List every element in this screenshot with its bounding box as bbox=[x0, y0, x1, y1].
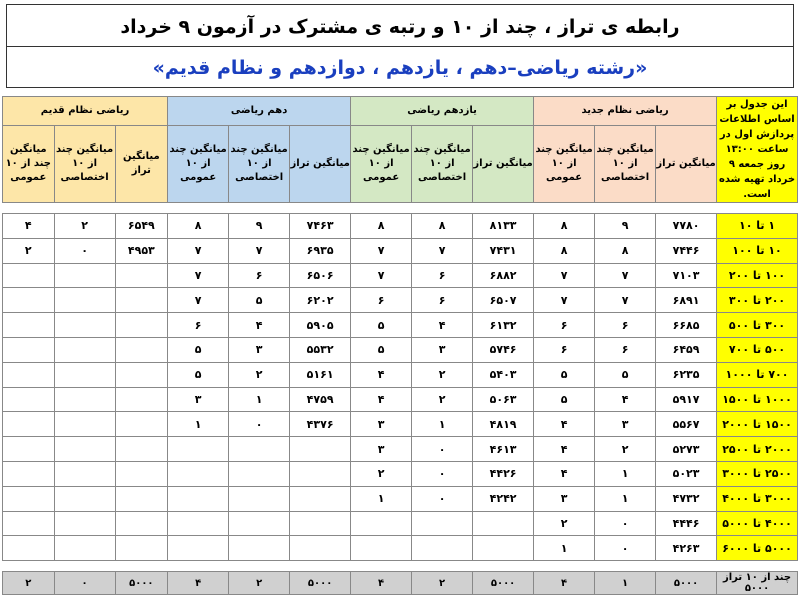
value-cell: ۷ bbox=[168, 238, 229, 263]
value-cell bbox=[290, 486, 351, 511]
rank-range-cell: ۲۰۰ تا ۳۰۰ bbox=[717, 288, 798, 313]
value-cell bbox=[3, 288, 55, 313]
value-cell bbox=[168, 511, 229, 536]
total-value-cell: ۱ bbox=[595, 572, 656, 595]
value-cell bbox=[54, 536, 115, 561]
value-cell: ۶۲۳۵ bbox=[656, 362, 717, 387]
group-header-new: ریاضی نظام جدید bbox=[534, 97, 717, 126]
value-cell: ۷ bbox=[229, 238, 290, 263]
group-header-old: ریاضی نظام قدیم bbox=[3, 97, 168, 126]
value-cell bbox=[115, 337, 168, 362]
value-cell: ۱ bbox=[595, 486, 656, 511]
value-cell: ۵ bbox=[534, 387, 595, 412]
value-cell bbox=[168, 486, 229, 511]
table-row bbox=[3, 238, 798, 263]
value-cell bbox=[54, 387, 115, 412]
value-cell: ۵ bbox=[168, 337, 229, 362]
value-cell: ۷ bbox=[351, 238, 412, 263]
sub-header: میانگین چند از ۱۰ اختصاصی bbox=[54, 125, 115, 202]
value-cell: ۴۷۵۹ bbox=[290, 387, 351, 412]
page-subtitle: «رشته ریاضی–دهم ، یازدهم ، دوازدهم و نظام قدیم» bbox=[152, 57, 648, 79]
table-row bbox=[3, 412, 798, 437]
value-cell: ۴ bbox=[595, 387, 656, 412]
value-cell: ۴۴۴۶ bbox=[656, 511, 717, 536]
value-cell: ۴ bbox=[351, 387, 412, 412]
table-row bbox=[3, 387, 798, 412]
value-cell bbox=[3, 486, 55, 511]
value-cell: ۲ bbox=[412, 387, 473, 412]
value-cell bbox=[115, 263, 168, 288]
value-cell: ۲ bbox=[54, 214, 115, 239]
sub-header: میانگین چند از ۱۰ عمومی bbox=[3, 125, 55, 202]
value-cell bbox=[54, 362, 115, 387]
value-cell: ۶ bbox=[595, 313, 656, 338]
value-cell: ۷ bbox=[534, 263, 595, 288]
value-cell bbox=[168, 437, 229, 462]
value-cell bbox=[473, 511, 534, 536]
total-value-cell: ۰ bbox=[54, 572, 115, 595]
value-cell bbox=[3, 337, 55, 362]
spacer-row bbox=[3, 561, 798, 572]
value-cell: ۳ bbox=[351, 437, 412, 462]
title-box bbox=[6, 4, 794, 88]
value-cell: ۶۴۵۹ bbox=[656, 337, 717, 362]
total-value-cell: ۲ bbox=[229, 572, 290, 595]
value-cell bbox=[54, 486, 115, 511]
value-cell bbox=[115, 461, 168, 486]
table-row bbox=[3, 288, 798, 313]
table-row bbox=[3, 461, 798, 486]
value-cell: ۵۵۳۲ bbox=[290, 337, 351, 362]
value-cell: ۵۲۷۳ bbox=[656, 437, 717, 462]
group-header-11: یازدهم ریاضی bbox=[351, 97, 534, 126]
sub-header: میانگین تراز bbox=[656, 125, 717, 202]
value-cell: ۶۶۸۵ bbox=[656, 313, 717, 338]
value-cell bbox=[351, 511, 412, 536]
value-cell: ۳ bbox=[534, 486, 595, 511]
sub-header: میانگین تراز bbox=[290, 125, 351, 202]
value-cell bbox=[3, 387, 55, 412]
value-cell: ۳ bbox=[595, 412, 656, 437]
value-cell: ۵ bbox=[534, 362, 595, 387]
rank-range-cell: ۱۰۰ تا ۲۰۰ bbox=[717, 263, 798, 288]
value-cell: ۵ bbox=[229, 288, 290, 313]
total-value-cell: ۲ bbox=[3, 572, 55, 595]
value-cell: ۲ bbox=[534, 511, 595, 536]
value-cell: ۷ bbox=[412, 238, 473, 263]
value-cell: ۷۷۸۰ bbox=[656, 214, 717, 239]
value-cell: ۵ bbox=[351, 313, 412, 338]
sub-header: میانگین چند از ۱۰ عمومی bbox=[168, 125, 229, 202]
value-cell: ۴ bbox=[412, 313, 473, 338]
value-cell: ۷ bbox=[351, 263, 412, 288]
sub-header: میانگین چند از ۱۰ عمومی bbox=[534, 125, 595, 202]
value-cell: ۰ bbox=[412, 461, 473, 486]
rank-range-cell: ۳۰۰ تا ۵۰۰ bbox=[717, 313, 798, 338]
value-cell bbox=[3, 362, 55, 387]
value-cell: ۶۵۰۶ bbox=[290, 263, 351, 288]
value-cell: ۶۸۹۱ bbox=[656, 288, 717, 313]
value-cell: ۸ bbox=[534, 238, 595, 263]
value-cell: ۱ bbox=[351, 486, 412, 511]
value-cell: ۶ bbox=[534, 337, 595, 362]
value-cell bbox=[54, 288, 115, 313]
value-cell bbox=[115, 511, 168, 536]
value-cell: ۵۹۰۵ bbox=[290, 313, 351, 338]
value-cell: ۲ bbox=[3, 238, 55, 263]
table-row bbox=[3, 511, 798, 536]
value-cell: ۶۱۳۲ bbox=[473, 313, 534, 338]
table-row bbox=[3, 437, 798, 462]
value-cell: ۶ bbox=[595, 337, 656, 362]
value-cell: ۵۵۶۷ bbox=[656, 412, 717, 437]
value-cell: ۷۴۴۶ bbox=[656, 238, 717, 263]
group-header-row bbox=[3, 97, 798, 126]
table-note: این جدول بر اساس اطلاعات پردازش اول در ساعت ۱۳:۰۰ روز جمعه ۹ خرداد تهیه شده است. bbox=[717, 97, 798, 203]
rank-range-cell: ۲۵۰۰ تا ۳۰۰۰ bbox=[717, 461, 798, 486]
rank-range-cell: ۱۵۰۰ تا ۲۰۰۰ bbox=[717, 412, 798, 437]
total-row bbox=[3, 572, 798, 595]
value-cell: ۴ bbox=[534, 412, 595, 437]
rank-range-cell: ۵۰۰ تا ۷۰۰ bbox=[717, 337, 798, 362]
total-value-cell: ۵۰۰۰ bbox=[115, 572, 168, 595]
value-cell bbox=[3, 412, 55, 437]
value-cell: ۴۶۱۳ bbox=[473, 437, 534, 462]
sub-header: میانگین چند از ۱۰ اختصاصی bbox=[412, 125, 473, 202]
table-row bbox=[3, 486, 798, 511]
value-cell bbox=[54, 437, 115, 462]
value-cell: ۱ bbox=[168, 412, 229, 437]
value-cell: ۱ bbox=[229, 387, 290, 412]
value-cell: ۶ bbox=[534, 313, 595, 338]
group-header-10: دهم ریاضی bbox=[168, 97, 351, 126]
value-cell: ۳ bbox=[229, 337, 290, 362]
total-value-cell: ۵۰۰۰ bbox=[290, 572, 351, 595]
total-value-cell: ۵۰۰۰ bbox=[473, 572, 534, 595]
value-cell: ۳ bbox=[412, 337, 473, 362]
value-cell: ۷ bbox=[168, 288, 229, 313]
value-cell bbox=[115, 313, 168, 338]
value-cell bbox=[229, 461, 290, 486]
value-cell bbox=[3, 313, 55, 338]
value-cell bbox=[290, 461, 351, 486]
value-cell: ۴۲۶۳ bbox=[656, 536, 717, 561]
value-cell bbox=[54, 313, 115, 338]
value-cell: ۴۳۷۶ bbox=[290, 412, 351, 437]
value-cell: ۸ bbox=[168, 214, 229, 239]
value-cell: ۳ bbox=[168, 387, 229, 412]
value-cell: ۴ bbox=[3, 214, 55, 239]
value-cell bbox=[54, 337, 115, 362]
value-cell: ۴ bbox=[534, 461, 595, 486]
value-cell: ۷۱۰۳ bbox=[656, 263, 717, 288]
total-label-cell: چند از ۱۰ تراز ۵۰۰۰ bbox=[717, 572, 798, 595]
rank-range-cell: ۱ تا ۱۰ bbox=[717, 214, 798, 239]
value-cell: ۴ bbox=[351, 362, 412, 387]
value-cell: ۱ bbox=[534, 536, 595, 561]
value-cell bbox=[54, 511, 115, 536]
value-cell: ۸۱۳۳ bbox=[473, 214, 534, 239]
value-cell: ۵ bbox=[351, 337, 412, 362]
value-cell bbox=[115, 412, 168, 437]
page-title: رابطه ی تراز ، چند از ۱۰ و رتبه ی مشترک در آزمون ۹ خرداد bbox=[7, 7, 793, 47]
rank-range-cell: ۷۰۰ تا ۱۰۰۰ bbox=[717, 362, 798, 387]
value-cell bbox=[290, 511, 351, 536]
value-cell bbox=[115, 536, 168, 561]
value-cell: ۱ bbox=[595, 461, 656, 486]
value-cell: ۰ bbox=[54, 238, 115, 263]
rank-range-cell: ۱۰ تا ۱۰۰ bbox=[717, 238, 798, 263]
sub-header: میانگین چند از ۱۰ اختصاصی bbox=[229, 125, 290, 202]
value-cell: ۴۷۳۲ bbox=[656, 486, 717, 511]
value-cell: ۵۹۱۷ bbox=[656, 387, 717, 412]
value-cell bbox=[54, 263, 115, 288]
value-cell: ۵۰۶۳ bbox=[473, 387, 534, 412]
value-cell: ۵۱۶۱ bbox=[290, 362, 351, 387]
value-cell: ۴ bbox=[229, 313, 290, 338]
rank-range-cell: ۴۰۰۰ تا ۵۰۰۰ bbox=[717, 511, 798, 536]
value-cell: ۸ bbox=[534, 214, 595, 239]
value-cell: ۷ bbox=[595, 288, 656, 313]
value-cell: ۶۵۴۹ bbox=[115, 214, 168, 239]
value-cell bbox=[3, 461, 55, 486]
total-value-cell: ۴ bbox=[168, 572, 229, 595]
value-cell: ۳ bbox=[351, 412, 412, 437]
value-cell: ۷۴۶۳ bbox=[290, 214, 351, 239]
value-cell bbox=[351, 536, 412, 561]
rank-table bbox=[2, 96, 798, 595]
value-cell bbox=[54, 461, 115, 486]
value-cell: ۸ bbox=[595, 238, 656, 263]
rank-range-cell: ۱۰۰۰ تا ۱۵۰۰ bbox=[717, 387, 798, 412]
value-cell: ۶ bbox=[412, 288, 473, 313]
value-cell: ۴۹۵۳ bbox=[115, 238, 168, 263]
value-cell bbox=[412, 511, 473, 536]
value-cell bbox=[115, 486, 168, 511]
value-cell bbox=[229, 511, 290, 536]
value-cell: ۴ bbox=[534, 437, 595, 462]
value-cell bbox=[229, 536, 290, 561]
table-row bbox=[3, 313, 798, 338]
value-cell bbox=[115, 437, 168, 462]
value-cell: ۶۲۰۲ bbox=[290, 288, 351, 313]
total-value-cell: ۴ bbox=[351, 572, 412, 595]
value-cell: ۸ bbox=[351, 214, 412, 239]
value-cell bbox=[3, 511, 55, 536]
value-cell bbox=[290, 437, 351, 462]
sub-header: میانگین چند از ۱۰ عمومی bbox=[351, 125, 412, 202]
value-cell: ۶۸۸۲ bbox=[473, 263, 534, 288]
value-cell: ۲ bbox=[351, 461, 412, 486]
sub-header: میانگین تراز bbox=[473, 125, 534, 202]
value-cell bbox=[3, 437, 55, 462]
sub-header: میانگین چند از ۱۰ اختصاصی bbox=[595, 125, 656, 202]
value-cell: ۶۵۰۷ bbox=[473, 288, 534, 313]
value-cell: ۵ bbox=[595, 362, 656, 387]
table-row bbox=[3, 263, 798, 288]
total-value-cell: ۵۰۰۰ bbox=[656, 572, 717, 595]
table-body bbox=[3, 203, 798, 595]
value-cell bbox=[168, 536, 229, 561]
value-cell bbox=[3, 263, 55, 288]
table-row bbox=[3, 362, 798, 387]
value-cell: ۷ bbox=[534, 288, 595, 313]
value-cell: ۶ bbox=[168, 313, 229, 338]
value-cell: ۰ bbox=[229, 412, 290, 437]
sub-header: میانگین تراز bbox=[115, 125, 168, 202]
value-cell: ۹ bbox=[229, 214, 290, 239]
value-cell: ۷ bbox=[595, 263, 656, 288]
value-cell: ۵ bbox=[168, 362, 229, 387]
value-cell: ۶ bbox=[412, 263, 473, 288]
total-value-cell: ۴ bbox=[534, 572, 595, 595]
value-cell bbox=[115, 387, 168, 412]
value-cell bbox=[168, 461, 229, 486]
value-cell bbox=[115, 362, 168, 387]
value-cell: ۵۴۰۳ bbox=[473, 362, 534, 387]
rank-range-cell: ۳۰۰۰ تا ۴۰۰۰ bbox=[717, 486, 798, 511]
table-row bbox=[3, 337, 798, 362]
rank-range-cell: ۲۰۰۰ تا ۲۵۰۰ bbox=[717, 437, 798, 462]
value-cell: ۰ bbox=[595, 536, 656, 561]
value-cell bbox=[115, 288, 168, 313]
value-cell bbox=[290, 536, 351, 561]
value-cell: ۴۸۱۹ bbox=[473, 412, 534, 437]
sub-header-row bbox=[3, 125, 798, 202]
table-row bbox=[3, 536, 798, 561]
value-cell: ۵۰۲۳ bbox=[656, 461, 717, 486]
value-cell: ۰ bbox=[412, 437, 473, 462]
table-row bbox=[3, 214, 798, 239]
value-cell: ۷۴۳۱ bbox=[473, 238, 534, 263]
value-cell bbox=[54, 412, 115, 437]
value-cell: ۴۲۴۲ bbox=[473, 486, 534, 511]
value-cell: ۴۴۲۶ bbox=[473, 461, 534, 486]
total-value-cell: ۲ bbox=[412, 572, 473, 595]
value-cell: ۰ bbox=[412, 486, 473, 511]
value-cell: ۱ bbox=[412, 412, 473, 437]
value-cell bbox=[473, 536, 534, 561]
value-cell: ۰ bbox=[595, 511, 656, 536]
spacer-row bbox=[3, 203, 798, 214]
value-cell bbox=[229, 486, 290, 511]
value-cell: ۶ bbox=[229, 263, 290, 288]
value-cell: ۸ bbox=[412, 214, 473, 239]
value-cell bbox=[3, 536, 55, 561]
value-cell bbox=[229, 437, 290, 462]
value-cell: ۲ bbox=[595, 437, 656, 462]
value-cell: ۶ bbox=[351, 288, 412, 313]
value-cell: ۲ bbox=[412, 362, 473, 387]
rank-range-cell: ۵۰۰۰ تا ۶۰۰۰ bbox=[717, 536, 798, 561]
value-cell: ۲ bbox=[229, 362, 290, 387]
value-cell: ۹ bbox=[595, 214, 656, 239]
value-cell bbox=[412, 536, 473, 561]
value-cell: ۶۹۳۵ bbox=[290, 238, 351, 263]
value-cell: ۵۷۴۶ bbox=[473, 337, 534, 362]
value-cell: ۷ bbox=[168, 263, 229, 288]
